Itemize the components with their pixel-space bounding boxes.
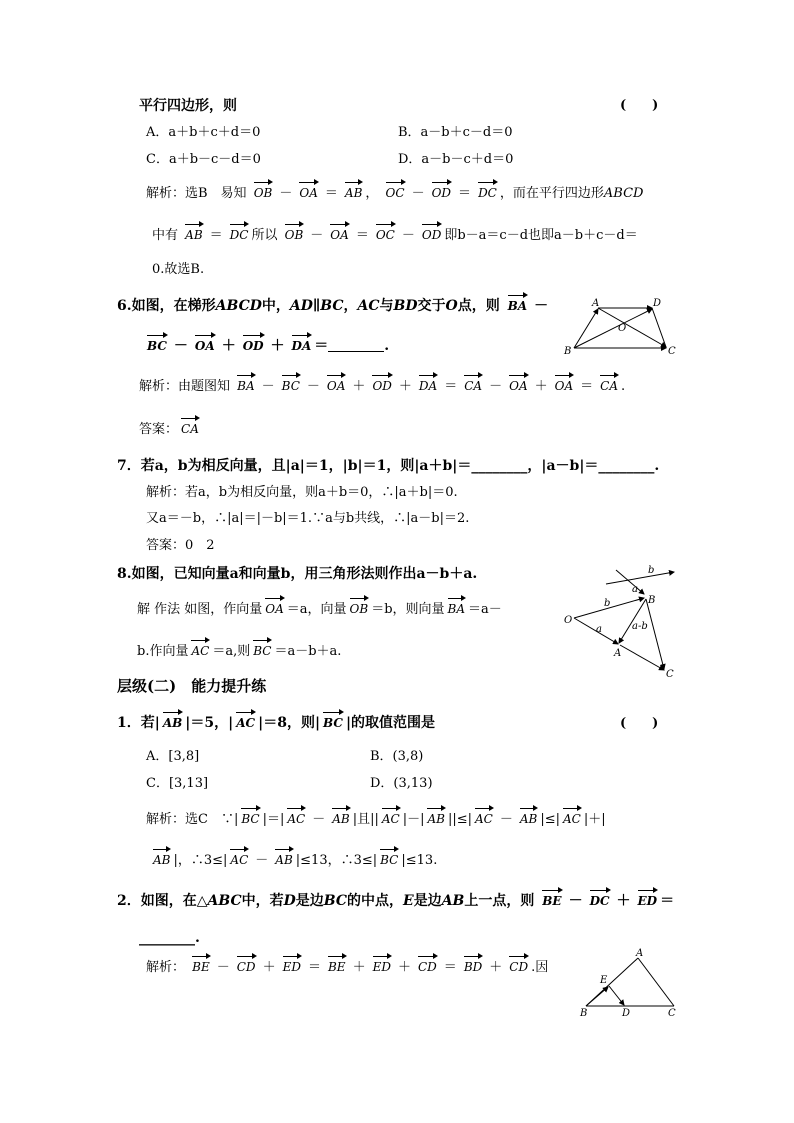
q-top-option-d: D．a－b－c＋d＝0: [398, 152, 514, 167]
vector-OD: OD: [422, 222, 441, 242]
q6-trapezoid: ABCD: [215, 298, 262, 314]
vector-BE: BE: [192, 954, 210, 974]
p1-number: 1．若|: [117, 715, 160, 731]
p2-stem-line1: 2．如图，在△ABC中，若D是边BC的中点，E是边AB上一点，则 BE － DC ＋ ED ＝: [117, 888, 674, 911]
p2-side-ab: AB: [441, 893, 465, 909]
p1-paren: ( ): [620, 716, 659, 731]
q-top-paren: ( ): [620, 98, 659, 113]
q7-solution-line2: 又a＝－b，∴|a|＝|－b|＝1.∵a与b共线，∴|a－b|＝2.: [146, 511, 470, 526]
solution-text: |－|: [402, 812, 425, 827]
solution-text: 即b－a＝c－d也即a－b＋c－d＝: [444, 228, 638, 243]
q6-text: ，: [343, 298, 358, 314]
vector-CA: CA: [464, 373, 482, 393]
vector-BE: BE: [328, 954, 346, 974]
vector-AB: AB: [275, 847, 292, 867]
solution-text: ＝a,则: [212, 644, 251, 659]
q6-point-o: O: [445, 298, 458, 314]
q6-stem-line1: 6.如图，在梯形ABCD中，AD∥BC，AC与BD交于O点，则 BA －: [117, 293, 552, 316]
p2-text: 中，若: [241, 893, 284, 909]
fig-label-O: O: [618, 323, 627, 334]
fig-label-A: A: [636, 948, 644, 959]
q6-text: 中，: [261, 298, 290, 314]
vector-BC: BC: [241, 806, 259, 826]
solution-text: ＝a－b＋a.: [274, 644, 342, 659]
q-top-solution-line2: 中有 AB ＝ DC 所以 OB － OA ＝ OC － OD 即b－a＝c－d也即a－b＋c－d＝: [152, 222, 638, 246]
vector-BC: BC: [282, 373, 300, 393]
trapezoid-figure: [560, 296, 690, 360]
p1-text: |的取值范围是: [345, 715, 436, 731]
q7-solution-line1: 解析：若a，b为相反向量，则a＋b＝0，∴|a＋b|＝0.: [146, 485, 458, 500]
vector-BC: BC: [253, 638, 271, 658]
q-top-option-a: A．a＋b＋c＋d＝0: [146, 125, 261, 140]
fig-label-b-top: b: [648, 565, 655, 576]
vector-ED: ED: [638, 888, 658, 908]
fig-label-C: C: [668, 1008, 676, 1019]
vector-AB: AB: [185, 222, 202, 242]
vector-ED: ED: [373, 954, 391, 974]
solution-label: 解 作法 如图，作向量: [137, 602, 263, 617]
q-top-stem: 平行四边形，则: [139, 98, 237, 114]
p1-text: |＝8，则|: [258, 715, 321, 731]
vector-OD: OD: [372, 373, 391, 393]
fig-label-E: E: [600, 975, 608, 986]
vector-OB: OB: [254, 180, 273, 200]
q6-solution: 解析：由题图知 BA － BC － OA ＋ OD ＋ DA ＝ CA － OA ＋ OA ＝ CA .: [139, 373, 625, 397]
p2-triangle: ABC: [207, 893, 242, 909]
q6-parallel: AD∥BC: [289, 298, 344, 314]
vector-AB: AB: [345, 180, 362, 200]
q6-text: 与: [379, 298, 394, 314]
p2-text: 是边: [295, 893, 324, 909]
vector-BA: BA: [237, 373, 254, 393]
fig-label-b-mid: b: [604, 598, 611, 609]
vector-DC: DC: [478, 180, 497, 200]
q6-text: 如图，在梯形: [131, 298, 216, 314]
solution-label: 解析：由题图知: [139, 379, 231, 394]
vector-BA: BA: [448, 596, 465, 616]
fig-label-A: A: [592, 298, 600, 309]
solution-text: ，而在平行四边形: [499, 186, 604, 201]
fig-label-a-minus-b: a-b: [632, 621, 648, 632]
parallelogram-name: ABCD: [603, 186, 644, 201]
vector-AC: AC: [287, 806, 305, 826]
q-top-solution-line3: 0.故选B.: [152, 262, 205, 277]
vector-AB: AB: [332, 806, 349, 826]
solution-text: .因: [531, 960, 549, 975]
p1-option-a: A．[3,8]: [146, 749, 200, 764]
p1-text: |＝5，|: [185, 715, 234, 731]
solution-text: 中有: [152, 228, 179, 243]
p2-point-e: E: [403, 893, 414, 909]
fig-label-O: O: [564, 615, 573, 626]
p2-text: ＝: [660, 893, 675, 909]
vector-AC: AC: [382, 806, 400, 826]
q-top-option-c: C．a＋b－c－d＝0: [146, 152, 261, 167]
vector-DA: DA: [292, 333, 312, 353]
fig-label-B: B: [648, 595, 656, 606]
p1-option-b: B．(3,8): [370, 749, 424, 764]
vector-AB: AB: [153, 847, 170, 867]
vector-OC: OC: [386, 180, 405, 200]
fig-label-C: C: [668, 346, 676, 357]
vector-AC: AC: [563, 806, 581, 826]
vector-AC: AC: [191, 638, 209, 658]
q8-solution-line2: [137, 638, 341, 662]
solution-text: 所以: [251, 228, 278, 243]
vector-BA: BA: [508, 293, 527, 313]
vector-OD: OD: [432, 180, 451, 200]
q-top-option-b: B．a－b＋c－d＝0: [398, 125, 513, 140]
vector-CA: CA: [600, 373, 618, 393]
solution-text: |≤13，∴3≤|: [295, 853, 378, 868]
fig-label-D: D: [622, 1008, 631, 1019]
q6-stem-line2: BC － OA ＋ OD ＋ DA ＝ .: [144, 333, 389, 356]
vector-AB: AB: [163, 710, 182, 730]
vector-BC: BC: [147, 333, 167, 353]
vector-BD: BD: [464, 954, 482, 974]
p2-side-bc: BC: [323, 893, 348, 909]
vector-DC: DC: [590, 888, 610, 908]
solution-text: ＝a－: [468, 602, 502, 617]
solution-text: |，∴3≤|: [173, 853, 228, 868]
vector-OA: OA: [330, 222, 349, 242]
vector-AB: AB: [520, 806, 537, 826]
solution-text: b.作向量: [137, 644, 189, 659]
p1-solution-line2: AB |，∴3≤| AC － AB |≤13，∴3≤| BC |≤13.: [150, 847, 437, 871]
p1-option-c: C．[3,13]: [146, 776, 209, 791]
vector-AC: AC: [236, 710, 255, 730]
solution-text: ＝b，则向量: [371, 602, 445, 617]
vector-AC: AC: [230, 847, 248, 867]
q6-text: 点，则: [457, 298, 500, 314]
solution-label: 解析：选B 易知: [146, 186, 247, 201]
q-top-solution-line1: 解析：选B 易知 OB － OA ＝ AB ， OC － OD ＝ DC ，而在平行四边形ABCD: [146, 180, 643, 204]
p2-number: 2．如图，在△: [117, 893, 208, 909]
section-title: 层级(二) 能力提升练: [117, 677, 267, 695]
vector-ED: ED: [283, 954, 301, 974]
vector-BC: BC: [380, 847, 398, 867]
q6-text: 交于: [417, 298, 446, 314]
p2-text: 是边: [413, 893, 442, 909]
vector-AC: AC: [475, 806, 493, 826]
vector-DC: DC: [230, 222, 249, 242]
vector-BE: BE: [542, 888, 561, 908]
fig-label-D: D: [653, 298, 662, 309]
vector-CD: CD: [418, 954, 437, 974]
p1-solution-line1: 解析：选C ∵| BC |＝| AC － AB |且|| AC |－| AB ||≤| AC － AB |≤| AC |＋|: [146, 806, 606, 830]
vector-OB: OB: [350, 596, 369, 616]
fig-label-B: B: [580, 1008, 588, 1019]
q7-stem: 7．若a，b为相反向量，且|a|＝1，|b|＝1，则|a＋b|＝________，|a－b|＝________.: [117, 458, 660, 474]
solution-label: 解析：选C ∵|: [146, 812, 239, 827]
solution-text: |＋|: [583, 812, 606, 827]
p2-text: 上一点，则: [464, 893, 535, 909]
fig-label-B: B: [564, 346, 572, 357]
answer-label: 答案：: [139, 422, 179, 437]
vector-OA: OA: [555, 373, 574, 393]
q8-stem: 8.如图，已知向量a和向量b，用三角形法则作出a－b＋a.: [117, 566, 478, 582]
vector-OD: OD: [243, 333, 264, 353]
solution-text: ＝a，向量: [286, 602, 347, 617]
fig-label-C: C: [666, 669, 674, 680]
fig-label-A: A: [614, 648, 622, 659]
triangle-rule-figure: [562, 562, 682, 680]
solution-text: |＝|: [262, 812, 285, 827]
vector-CD: CD: [237, 954, 256, 974]
vector-OB: OB: [285, 222, 304, 242]
solution-label: 解析：: [146, 960, 186, 975]
q6-diagonal-bd: BD: [393, 298, 418, 314]
p1-option-d: D．(3,13): [370, 776, 433, 791]
p1-stem: [117, 710, 435, 733]
triangle-figure: [578, 950, 684, 1018]
vector-AB: AB: [427, 806, 444, 826]
q7-answer: 答案：0 2: [146, 538, 215, 553]
vector-BC: BC: [323, 710, 343, 730]
vector-CA: CA: [181, 416, 199, 436]
q6-answer: [139, 416, 202, 440]
vector-CD: CD: [509, 954, 528, 974]
vector-OA: OA: [509, 373, 528, 393]
fig-label-a-mid: a: [596, 624, 602, 635]
solution-text: |≤|: [540, 812, 560, 827]
vector-OA: OA: [265, 596, 284, 616]
q6-number: 6.: [117, 298, 132, 314]
vector-DA: DA: [419, 373, 437, 393]
vector-OC: OC: [376, 222, 395, 242]
fig-label-a-top: a: [632, 584, 638, 595]
p2-stem-line2: ________.: [139, 930, 200, 946]
vector-OA: OA: [327, 373, 346, 393]
p2-solution: 解析： BE － CD ＋ ED ＝ BE ＋ ED ＋ CD ＝ BD ＋ CD .因: [146, 954, 548, 978]
vector-OA: OA: [195, 333, 215, 353]
solution-text: ||≤|: [447, 812, 472, 827]
q8-solution-line1: [137, 596, 502, 620]
p2-text: 的中点，: [347, 893, 404, 909]
solution-text: |且||: [352, 812, 379, 827]
p2-point-d: D: [283, 893, 296, 909]
solution-text: |≤13.: [401, 853, 438, 868]
vector-OA: OA: [299, 180, 318, 200]
answer-blank: [328, 337, 384, 352]
q6-diagonal-ac: AC: [357, 298, 380, 314]
